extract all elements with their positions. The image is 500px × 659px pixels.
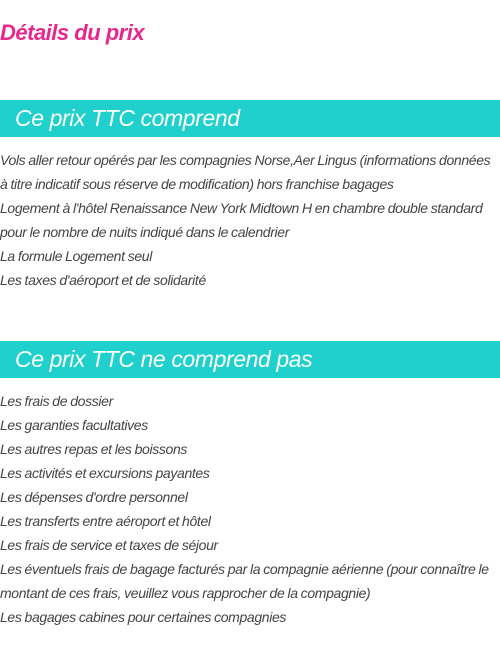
excludes-item: Les frais de dossier — [0, 393, 113, 409]
excludes-item: Les dépenses d'ordre personnel — [0, 489, 188, 505]
excludes-list — [0, 389, 500, 629]
excludes-item: Les frais de service et taxes de séjour — [0, 537, 218, 553]
excludes-item: Les transferts entre aéroport et hôtel — [0, 513, 211, 529]
page-title: Détails du prix — [0, 20, 145, 45]
excludes-item: Les activités et excursions payantes — [0, 465, 210, 481]
includes-item: Les taxes d'aéroport et de solidarité — [0, 272, 206, 288]
excludes-item: Les autres repas et les boissons — [0, 441, 188, 457]
excludes-item: Les bagages cabines pour certaines compagnies — [0, 609, 287, 625]
includes-item: La formule Logement seul — [0, 248, 152, 264]
excludes-section-header: Ce prix TTC ne comprend pas — [0, 341, 500, 378]
includes-list — [0, 148, 500, 292]
excludes-item: Les garanties facultatives — [0, 417, 148, 433]
includes-item: Logement à l'hôtel Renaissance New York Midtown H en chambre double standard pour le nombre de nuits indiqué dans le calendrier — [0, 200, 483, 240]
excludes-item: Les éventuels frais de bagage facturés par la compagnie aérienne (pour connaître le montant de ces frais, veuillez vous rapprocher de la compagnie) — [0, 561, 489, 601]
includes-item: Vols aller retour opérés par les compagnies Norse,Aer Lingus (informations données à titre indicatif sous réserve de modification) hors franchise bagages — [0, 152, 491, 192]
includes-section-header: Ce prix TTC comprend — [0, 100, 500, 137]
